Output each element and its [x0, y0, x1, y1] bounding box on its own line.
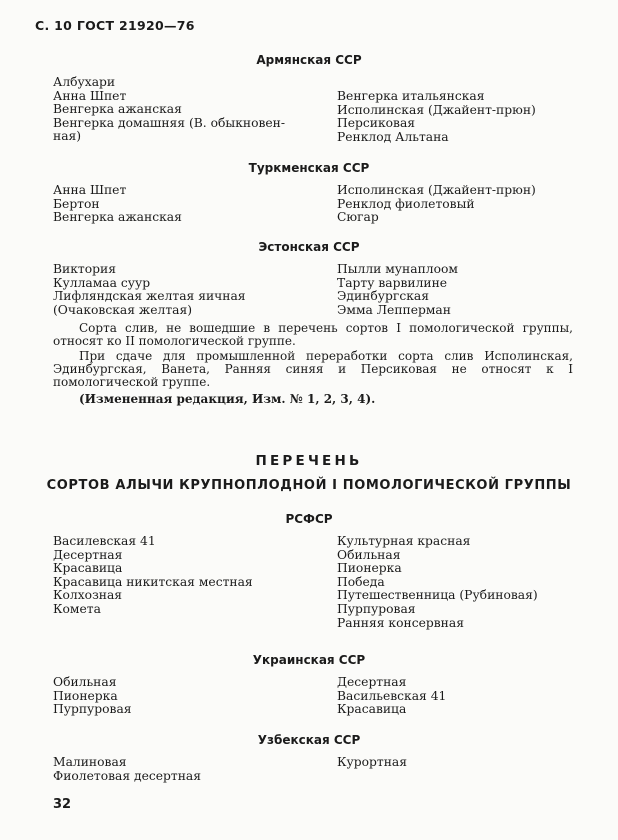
estonia-right-column: [337, 263, 458, 317]
list-item: Анна Шпет: [53, 183, 127, 197]
list-item: Десертная: [53, 547, 123, 562]
page-number: 32: [53, 797, 72, 812]
list-item: Венгерка домашняя (В. обыкновен-: [53, 115, 286, 130]
uzbek-left-column: [53, 756, 201, 783]
section-heading-uzbek: Узбекская ССР: [257, 733, 361, 747]
list-item: Васильевская 41: [337, 688, 447, 703]
list-item: Эдинбургская: [337, 289, 429, 304]
list-item: Албухари: [53, 75, 116, 89]
list-item: Венгерка ажанская: [53, 210, 182, 225]
rsfsr-right-column: [337, 535, 538, 630]
list-item: Пылли мунаплоом: [337, 262, 458, 276]
rsfsr-left-column: [53, 535, 253, 617]
section-heading-turkmenia: Туркменская ССР: [248, 161, 370, 175]
section-heading-armenia: Армянская ССР: [256, 53, 362, 67]
armenia-left-column: [53, 76, 285, 144]
list-item: Венгерка ажанская: [53, 102, 182, 117]
list-item: Пурпуровая: [53, 702, 132, 717]
list-item: Комета: [53, 601, 101, 616]
list-item: Пионерка: [337, 561, 402, 576]
list-item: Колхозная: [53, 588, 123, 603]
list-item: Красавица никитская местная: [53, 574, 253, 589]
list-item: Тарту варвилине: [337, 275, 448, 290]
list-item: Ренклод Альтана: [337, 129, 449, 144]
note-paragraph-1: Сорта слив, не вошедшие в перечень сортов I помологической группы, относят ко II помологической группе.: [53, 321, 573, 349]
list-item: Венгерка итальянская: [337, 89, 485, 103]
list-item: Фиолетовая десертная: [53, 768, 201, 783]
ukraine-right-column: [337, 676, 446, 717]
list-item: Победа: [337, 574, 385, 589]
list-item: Бертон: [53, 196, 100, 211]
list-item: (Очаковская желтая): [53, 302, 193, 317]
list-item: Культурная красная: [337, 534, 471, 548]
list-item: Виктория: [53, 262, 116, 276]
list-item: Эмма Лепперман: [337, 302, 451, 317]
section-heading-estonia: Эстонская ССР: [258, 240, 360, 254]
list-item: Пурпуровая: [337, 601, 416, 616]
amendment-note: (Измененная редакция, Изм. № 1, 2, 3, 4).: [79, 392, 376, 406]
list-item: Обильная: [337, 547, 401, 562]
note-paragraph-2: При сдаче для промышленной переработки сорта слив Исполинская, Эдинбургская, Ванета, Ранняя синяя и Персиковая не относят к I помологической группе.: [53, 349, 573, 390]
list-item: Василевская 41: [53, 534, 156, 548]
uzbek-right-column: [337, 756, 407, 770]
list-item: Пионерка: [53, 688, 118, 703]
list-title: ПЕРЕЧЕНЬ: [255, 453, 363, 469]
armenia-right-column: [337, 90, 536, 144]
list-item: Красавица: [337, 702, 407, 717]
list-item: Курортная: [337, 755, 407, 769]
list-item: Анна Шпет: [53, 88, 127, 103]
list-item: Обильная: [53, 675, 117, 689]
section-heading-rsfsr: РСФСР: [285, 512, 333, 526]
section-heading-ukraine: Украинская ССР: [252, 653, 366, 667]
list-item: Ранняя консервная: [337, 615, 464, 630]
ukraine-left-column: [53, 676, 132, 717]
list-item: Персиковая: [337, 116, 416, 131]
list-subtitle: СОРТОВ АЛЫЧИ КРУПНОПЛОДНОЙ I ПОМОЛОГИЧЕСКОЙ ГРУППЫ: [46, 478, 572, 493]
list-item: Кулламаа суур: [53, 275, 151, 290]
estonia-left-column: [53, 263, 246, 317]
list-item: Исполинская (Джайент-прюн): [337, 183, 536, 197]
list-item: Путешественница (Рубиновая): [337, 588, 538, 603]
list-item: Десертная: [337, 675, 407, 689]
list-item: Красавица: [53, 561, 123, 576]
list-item: Лифляндская желтая яичная: [53, 289, 246, 304]
list-item: Сюгар: [337, 210, 379, 225]
list-item: Малиновая: [53, 755, 127, 769]
page-header: С. 10 ГОСТ 21920—76: [35, 18, 195, 33]
turkmenia-left-column: [53, 184, 182, 225]
list-item: ная): [53, 129, 82, 144]
turkmenia-right-column: [337, 184, 536, 225]
list-item: Ренклод фиолетовый: [337, 196, 475, 211]
list-item: Исполинская (Джайент-прюн): [337, 102, 536, 117]
